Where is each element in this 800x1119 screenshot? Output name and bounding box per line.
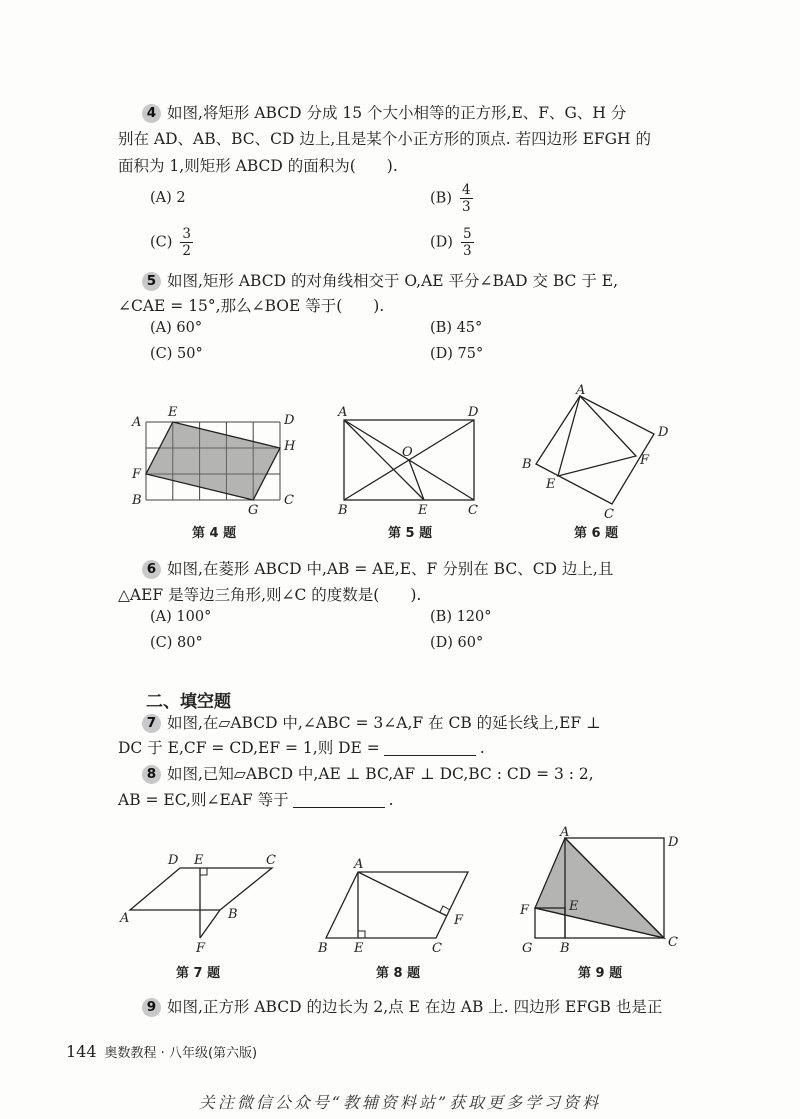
q4-line-2: 别在 AD、AB、BC、CD 边上,且是某个小正方形的顶点. 若四边形 EFGH 的 (118, 130, 651, 148)
fig7-label-d: D (168, 853, 179, 868)
fig8-label-f: F (454, 913, 464, 928)
q5-line-1 (118, 270, 710, 292)
q8-number-badge: 8 (142, 765, 161, 784)
book-title: 奥数教程 · 八年级(第六版) (104, 1046, 258, 1061)
fig5-bisector-ae (344, 420, 424, 500)
fig8-caption: 第 8 题 (376, 966, 421, 981)
q6-text-1: 如图,在菱形 ABCD 中,AB = AE,E、F 分别在 BC、CD 边上,且 (167, 560, 614, 578)
fig4-caption: 第 4 题 (192, 526, 237, 541)
figure-7 (116, 848, 291, 958)
q7-text-1: 如图,在▱ABCD 中,∠ABC = 3∠A,F 在 CB 的延长线上,EF ⊥ (167, 714, 601, 732)
page-number: 144 (66, 1042, 97, 1061)
q5-text-1: 如图,矩形 ABCD 的对角线相交于 O,AE 平分∠BAD 交 BC 于 E, (167, 272, 619, 290)
fig7-extension-bf (200, 910, 220, 938)
fig4-label-b: B (132, 493, 142, 508)
q6-line-2: △AEF 是等边三角形,则∠C 的度数是( ). (118, 586, 422, 604)
fig5-caption: 第 5 题 (388, 526, 433, 541)
fig5-label-a: A (338, 405, 348, 420)
q4-number-badge: 4 (142, 104, 161, 123)
fig6-label-f: F (640, 453, 650, 468)
fig4-label-c: C (284, 493, 294, 508)
q4-line-3: 面积为 1,则矩形 ABCD 的面积为( ). (118, 157, 398, 175)
q4-text-1: 如图,将矩形 ABCD 分成 15 个大小相等的正方形,E、F、G、H 分 (167, 104, 627, 122)
fig4-label-f: F (132, 467, 142, 482)
q6-line-1 (118, 558, 710, 580)
q6-choice-a: (A) 100° (150, 609, 212, 625)
fig8-label-c: C (432, 941, 442, 956)
fig6-label-d: D (658, 425, 669, 440)
fig8-label-b: B (318, 941, 328, 956)
fig5-segment-oe (409, 460, 424, 500)
fig5-label-d: D (468, 405, 479, 420)
q5-line-2: ∠CAE = 15°,那么∠BOE 等于( ). (118, 297, 385, 315)
figure-4 (120, 400, 310, 520)
fig8-altitude-af (358, 872, 447, 916)
fig7-label-c: C (266, 853, 276, 868)
fig6-label-c: C (604, 507, 614, 522)
fig4-label-h: H (284, 439, 296, 454)
q8-text-1: 如图,已知▱ABCD 中,AE ⊥ BC,AF ⊥ DC,BC : CD = 3 : 2, (167, 765, 594, 783)
figure-5 (332, 400, 492, 520)
fig5-label-b: B (338, 503, 348, 518)
q5-choice-c: (C) 50° (150, 346, 203, 362)
fig7-right-angle-mark (200, 868, 207, 875)
page-footer (66, 1042, 257, 1061)
fig6-label-e: E (546, 477, 556, 492)
q7-number-badge: 7 (142, 714, 161, 733)
fig8-label-a: A (354, 857, 364, 872)
fig6-label-b: B (522, 457, 532, 472)
fig4-label-g: G (248, 503, 259, 518)
q5-choice-b: (B) 45° (430, 320, 483, 336)
fig8-parallelogram (326, 872, 468, 938)
fig9-label-g: G (522, 941, 533, 956)
fig9-label-f: F (520, 903, 530, 918)
section-title-fill-in: 二、填空题 (146, 692, 231, 712)
fig7-label-a: A (120, 911, 130, 926)
fig4-label-d: D (284, 413, 295, 428)
fig7-label-f: F (196, 941, 206, 956)
q5-choice-d: (D) 75° (430, 346, 484, 362)
q7-answer-blank (384, 739, 476, 756)
q5-choice-a: (A) 60° (150, 320, 203, 336)
fig9-caption: 第 9 题 (578, 966, 623, 981)
fig9-label-b: B (560, 941, 570, 956)
fig7-label-b: B (228, 907, 238, 922)
figure-9 (514, 824, 694, 964)
figure-6 (516, 384, 676, 520)
fig9-label-a: A (560, 825, 570, 840)
q6-number-badge: 6 (142, 560, 161, 579)
q4-line-1 (118, 102, 710, 124)
fig5-label-c: C (468, 503, 478, 518)
fig5-label-e: E (418, 503, 428, 518)
watermark-text: 关注微信公众号“教辅资料站”获取更多学习资料 (198, 1093, 602, 1112)
fig7-label-e: E (194, 853, 204, 868)
q7-line-2: DC 于 E,CF = CD,EF = 1,则 DE = . (118, 739, 485, 757)
q5-number-badge: 5 (142, 272, 161, 291)
q8-line-2: AB = EC,则∠EAF 等于 . (118, 791, 394, 809)
q9-text-1: 如图,正方形 ABCD 的边长为 2,点 E 在边 AB 上. 四边形 EFGB 也是正 (167, 998, 663, 1016)
q7-line-1 (118, 712, 710, 734)
q4-choice-a: (A) 2 (150, 190, 186, 206)
fig9-label-c: C (668, 935, 678, 950)
fig7-caption: 第 7 题 (176, 966, 221, 981)
fig8-label-e: E (354, 941, 364, 956)
q6-choice-d: (D) 60° (430, 635, 484, 651)
fig4-label-a: A (132, 415, 142, 430)
q6-choice-b: (B) 120° (430, 609, 492, 625)
fig5-label-o: O (402, 445, 413, 460)
fig7-parallelogram (130, 868, 272, 910)
q8-line-1 (118, 763, 710, 785)
q9-line-1 (118, 996, 710, 1018)
fig6-label-a: A (576, 383, 586, 398)
fig4-label-e: E (168, 405, 178, 420)
fig8-right-angle-mark-e (358, 931, 365, 938)
q4-choice-b: (B) $\frac{4}{3}$ (430, 182, 471, 215)
q4-choice-c: (C) $\frac{3}{2}$ (150, 226, 192, 259)
q9-number-badge: 9 (142, 998, 161, 1017)
q6-choice-c: (C) 80° (150, 635, 203, 651)
fig6-triangle-aef (558, 396, 636, 476)
fig4-quadrilateral-efgh (146, 422, 280, 500)
q4-choice-d: (D) $\frac{5}{3}$ (430, 226, 472, 259)
fig9-label-d: D (668, 835, 679, 850)
figure-8 (316, 852, 481, 962)
q8-answer-blank (293, 791, 385, 808)
fig9-label-e: E (569, 899, 579, 914)
fig6-caption: 第 6 题 (574, 526, 619, 541)
